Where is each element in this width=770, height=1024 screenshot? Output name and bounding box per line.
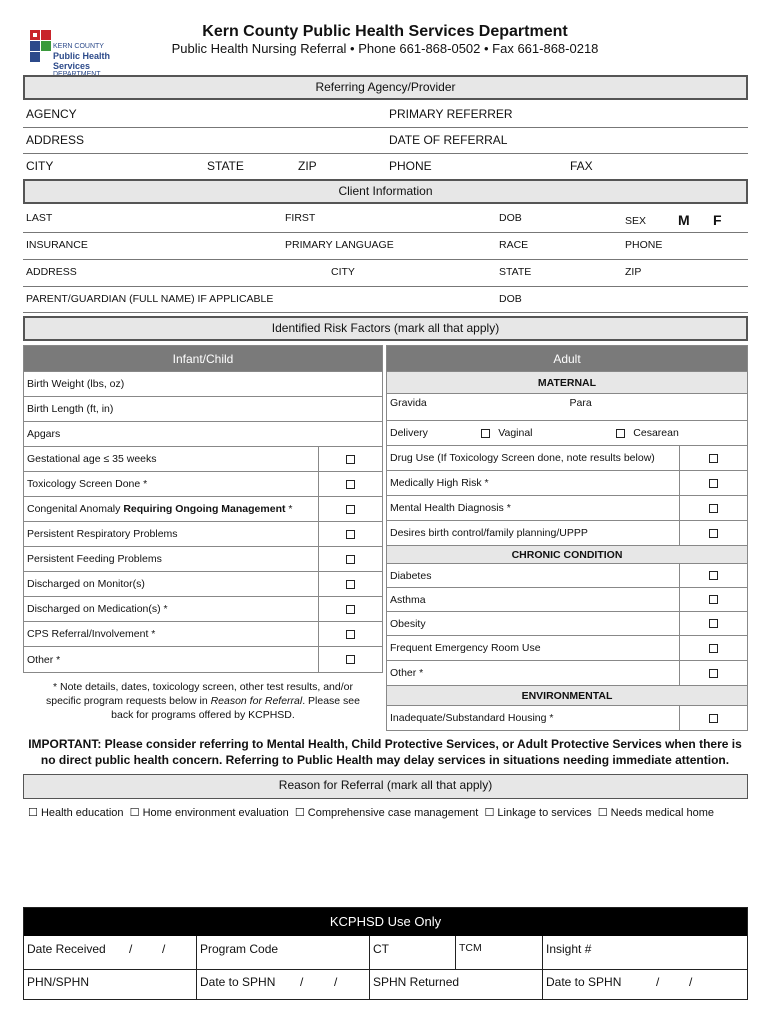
divider — [23, 286, 748, 287]
phone-label: PHONE — [389, 159, 432, 173]
note-line-2b: Reason for Referral — [210, 695, 303, 707]
delivery-label: Delivery — [390, 427, 428, 439]
chronic-subheader: CHRONIC CONDITION — [387, 546, 748, 564]
date-slash-5: / — [656, 975, 660, 989]
congenital-c: * — [285, 503, 293, 515]
divider — [24, 969, 747, 970]
divider — [196, 936, 197, 1000]
logo-text — [53, 43, 136, 79]
infant-other-checkbox[interactable] — [346, 655, 355, 664]
monitor-checkbox[interactable] — [346, 580, 355, 589]
reason-health-education: Health education — [40, 807, 124, 819]
para-label: Para — [569, 397, 592, 409]
client-section-header: Client Information — [23, 179, 748, 204]
risk-note — [24, 680, 382, 722]
high-risk-checkbox[interactable] — [709, 479, 718, 488]
parent-dob-label: DOB — [499, 293, 522, 305]
date-to-sphn-2-label: Date to SPHN — [546, 975, 622, 989]
drug-use-checkbox[interactable] — [709, 454, 718, 463]
date-slash-6: / — [689, 975, 693, 989]
sex-m-option[interactable]: M — [678, 212, 690, 228]
monitor-label: Discharged on Monitor(s) — [24, 572, 319, 597]
congenital-anomaly-checkbox[interactable] — [346, 505, 355, 514]
date-received-label: Date Received — [27, 942, 106, 956]
divider — [23, 312, 748, 313]
adult-other-checkbox[interactable] — [709, 669, 718, 678]
medication-checkbox[interactable] — [346, 605, 355, 614]
date-slash-1: / — [129, 942, 133, 956]
reason-options — [28, 806, 748, 819]
drug-use-label: Drug Use (If Toxicology Screen done, note results below) — [387, 446, 680, 471]
fax-label: FAX — [570, 159, 593, 173]
note-line-2 — [24, 694, 382, 708]
zip-label: ZIP — [298, 159, 317, 173]
cps-checkbox[interactable] — [346, 630, 355, 639]
diabetes-label: Diabetes — [387, 564, 680, 588]
high-risk-label: Medically High Risk * — [387, 471, 680, 496]
housing-label: Inadequate/Substandard Housing * — [387, 706, 680, 731]
risk-section-header: Identified Risk Factors (mark all that apply) — [23, 316, 748, 341]
page-subtitle: Public Health Nursing Referral • Phone 661-868-0502 • Fax 661-868-0218 — [171, 41, 599, 56]
note-line-1: * Note details, dates, toxicology screen, other test results, and/or — [53, 681, 353, 693]
insurance-label: INSURANCE — [26, 239, 88, 251]
reason-checkbox-medical-home[interactable]: ☐ — [597, 807, 608, 819]
primary-language-label: PRIMARY LANGUAGE — [285, 239, 394, 251]
note-line-2c: . Please see — [302, 695, 360, 707]
infant-other-label: Other * — [24, 647, 319, 673]
primary-referrer-label: PRIMARY REFERRER — [389, 107, 513, 121]
date-to-sphn-label: Date to SPHN — [200, 975, 276, 989]
medication-label: Discharged on Medication(s) * — [24, 597, 319, 622]
vaginal-checkbox[interactable] — [481, 429, 490, 438]
adult-other-label: Other * — [387, 661, 680, 686]
date-slash-2: / — [162, 942, 166, 956]
divider — [23, 259, 748, 260]
gravida-label: Gravida — [390, 397, 427, 409]
housing-checkbox[interactable] — [709, 714, 718, 723]
reason-checkbox-case-management[interactable]: ☐ — [294, 807, 305, 819]
client-phone-label: PHONE — [625, 239, 663, 251]
er-use-label: Frequent Emergency Room Use — [387, 636, 680, 661]
client-zip-label: ZIP — [625, 266, 642, 278]
date-of-referral-label: DATE OF REFERRAL — [389, 133, 508, 147]
gestational-age-label: Gestational age ≤ 35 weeks — [24, 447, 319, 472]
date-slash-3: / — [300, 975, 304, 989]
cesarean-label: Cesarean — [633, 427, 679, 439]
first-name-label: FIRST — [285, 212, 316, 224]
apgars-label: Apgars — [24, 422, 383, 447]
divider — [23, 232, 748, 233]
sex-label: SEX — [625, 215, 647, 227]
dob-label: DOB — [499, 212, 522, 224]
important-line-2: no direct public health concern. Referring to Public Health may delay services in situations needing immediate attention. — [40, 753, 730, 767]
important-line-1: IMPORTANT: Please consider referring to Mental Health, Child Protective Services, or Adult Protective Services when there is — [28, 737, 742, 751]
obesity-checkbox[interactable] — [709, 619, 718, 628]
feeding-checkbox[interactable] — [346, 555, 355, 564]
agency-label: AGENCY — [26, 107, 77, 121]
divider — [23, 153, 748, 154]
infant-child-table — [23, 345, 383, 673]
address-label: ADDRESS — [26, 133, 85, 147]
vaginal-label: Vaginal — [498, 427, 533, 439]
parent-guardian-label: PARENT/GUARDIAN (FULL NAME) IF APPLICABLE — [26, 293, 274, 305]
cps-label: CPS Referral/Involvement * — [24, 622, 319, 647]
infant-child-header: Infant/Child — [24, 346, 383, 372]
congenital-a: Congenital Anomaly — [27, 503, 124, 515]
congenital-b: Requiring Ongoing Management — [123, 503, 286, 515]
birth-control-checkbox[interactable] — [709, 529, 718, 538]
gestational-age-checkbox[interactable] — [346, 455, 355, 464]
phn-sphn-label: PHN/SPHN — [27, 975, 90, 989]
city-label: CITY — [26, 159, 54, 173]
sphn-returned-label: SPHN Returned — [373, 975, 460, 989]
insight-label: Insight # — [546, 942, 592, 956]
state-label: STATE — [207, 159, 244, 173]
client-city-label: CITY — [331, 266, 355, 278]
client-state-label: STATE — [499, 266, 532, 278]
reason-medical-home: Needs medical home — [610, 807, 714, 819]
mental-health-label: Mental Health Diagnosis * — [387, 496, 680, 521]
client-address-label: ADDRESS — [26, 266, 77, 278]
kern-county-logo — [30, 30, 136, 70]
toxicology-checkbox[interactable] — [346, 480, 355, 489]
birth-weight-label: Birth Weight (lbs, oz) — [24, 372, 383, 397]
use-only-box — [23, 907, 748, 1000]
reason-case-management: Comprehensive case management — [307, 807, 479, 819]
congenital-anomaly-label — [24, 497, 319, 522]
note-line-2a: specific program requests below in — [46, 695, 211, 707]
environmental-subheader: ENVIRONMENTAL — [387, 686, 748, 706]
obesity-label: Obesity — [387, 612, 680, 636]
respiratory-label: Persistent Respiratory Problems — [24, 522, 319, 547]
logo-line-1: KERN COUNTY — [53, 43, 104, 50]
gravida-para-row — [387, 394, 748, 421]
logo-line-2: Public Health Services — [53, 51, 111, 71]
referring-section-header: Referring Agency/Provider — [23, 75, 748, 100]
important-notice — [20, 736, 750, 768]
date-slash-4: / — [334, 975, 338, 989]
respiratory-checkbox[interactable] — [346, 530, 355, 539]
reason-checkbox-health-education[interactable]: ☐ — [28, 807, 38, 819]
diabetes-checkbox[interactable] — [709, 571, 718, 580]
adult-header: Adult — [387, 346, 748, 372]
race-label: RACE — [499, 239, 529, 251]
mental-health-checkbox[interactable] — [709, 504, 718, 513]
last-name-label: LAST — [26, 212, 53, 224]
tcm-label: TCM — [459, 942, 482, 954]
sex-f-option[interactable]: F — [713, 212, 722, 228]
note-line-3: back for programs offered by KCPHSD. — [111, 709, 295, 721]
divider — [23, 127, 748, 128]
reason-linkage: Linkage to services — [497, 807, 592, 819]
er-use-checkbox[interactable] — [709, 644, 718, 653]
logo-puzzle-icon — [30, 30, 52, 64]
program-code-label: Program Code — [200, 942, 279, 956]
reason-home-environment: Home environment evaluation — [142, 807, 289, 819]
birth-length-label: Birth Length (ft, in) — [24, 397, 383, 422]
asthma-checkbox[interactable] — [709, 595, 718, 604]
cesarean-checkbox[interactable] — [616, 429, 625, 438]
toxicology-label: Toxicology Screen Done * — [24, 472, 319, 497]
reason-section-header: Reason for Referral (mark all that apply) — [23, 774, 748, 799]
asthma-label: Asthma — [387, 588, 680, 612]
page-title: Kern County Public Health Services Department — [202, 23, 568, 40]
adult-table — [386, 345, 748, 731]
reason-checkbox-home-environment[interactable]: ☐ — [129, 807, 140, 819]
divider — [369, 936, 370, 1000]
divider — [455, 936, 456, 969]
delivery-row — [387, 421, 748, 446]
ct-label: CT — [373, 942, 389, 956]
birth-control-label: Desires birth control/family planning/UPPP — [387, 521, 680, 546]
feeding-label: Persistent Feeding Problems — [24, 547, 319, 572]
use-only-header: KCPHSD Use Only — [24, 908, 747, 936]
reason-checkbox-linkage[interactable]: ☐ — [484, 807, 495, 819]
maternal-subheader: MATERNAL — [387, 372, 748, 394]
divider — [542, 936, 543, 1000]
